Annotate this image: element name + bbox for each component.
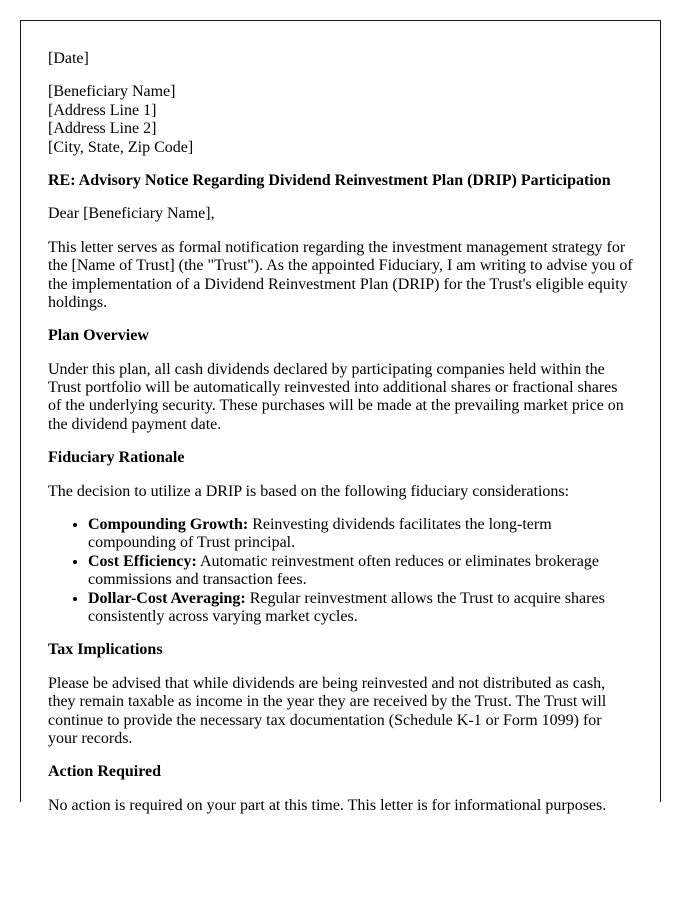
bullet-label: Dollar-Cost Averaging: bbox=[88, 589, 246, 607]
plan-overview-body: Under this plan, all cash dividends declared by participating companies held within the Trust portfolio will be automatically reinvested into additional shares or fractional shares of the underlying security. These purchases will be made at the prevailing market price on the dividend payment date. bbox=[48, 360, 624, 433]
list-item-dollar-cost-averaging bbox=[88, 590, 633, 627]
salutation: Dear [Beneficiary Name], bbox=[48, 205, 215, 223]
bullet-text: Reinvesting dividends facilitates the long-term compounding of Trust principal. bbox=[88, 516, 552, 552]
list-item-cost-efficiency bbox=[88, 553, 633, 590]
bullet-label: Cost Efficiency: bbox=[88, 552, 197, 570]
action-required-body: No action is required on your part at this time. This letter is for informational purposes. bbox=[48, 796, 607, 814]
letter-document bbox=[20, 20, 661, 814]
bullet-label: Compounding Growth: bbox=[88, 516, 249, 534]
address-line-2: [Address Line 2] bbox=[48, 120, 157, 138]
recipient-address-block bbox=[48, 83, 633, 157]
section-heading-tax-implications: Tax Implications bbox=[48, 641, 163, 659]
city-state-zip-line: [City, State, Zip Code] bbox=[48, 138, 194, 156]
fiduciary-considerations-list bbox=[48, 516, 633, 626]
section-heading-action-required: Action Required bbox=[48, 763, 162, 781]
bullet-text: Regular reinvestment allows the Trust to acquire shares consistently across varying market cycles. bbox=[88, 589, 605, 625]
subject-line: RE: Advisory Notice Regarding Dividend Reinvestment Plan (DRIP) Participation bbox=[48, 171, 611, 189]
address-line-1: [Address Line 1] bbox=[48, 101, 157, 119]
tax-implications-body: Please be advised that while dividends are being reinvested and not distributed as cash, they remain taxable as income in the year they are received by the Trust. The Trust will continue to provide the necessary tax documentation (Schedule K-1 or Form 1099) for your records. bbox=[48, 674, 607, 747]
bullet-text: Automatic reinvestment often reduces or eliminates brokerage commissions and transaction fees. bbox=[88, 552, 599, 589]
fiduciary-rationale-intro: The decision to utilize a DRIP is based on the following fiduciary considerations: bbox=[48, 482, 570, 500]
list-item-compounding-growth bbox=[88, 516, 633, 553]
date-placeholder: [Date] bbox=[48, 50, 89, 67]
intro-paragraph: This letter serves as formal notification regarding the investment management strategy for the [Name of Trust] (the "Trust"). As the appointed Fiduciary, I am writing to advise you of the implementation of a Dividend Reinvestment Plan (DRIP) for the Trust's eligible equity holdings. bbox=[48, 238, 633, 311]
section-heading-plan-overview: Plan Overview bbox=[48, 327, 149, 345]
recipient-name-line: [Beneficiary Name] bbox=[48, 83, 176, 101]
section-heading-fiduciary-rationale: Fiduciary Rationale bbox=[48, 449, 185, 467]
